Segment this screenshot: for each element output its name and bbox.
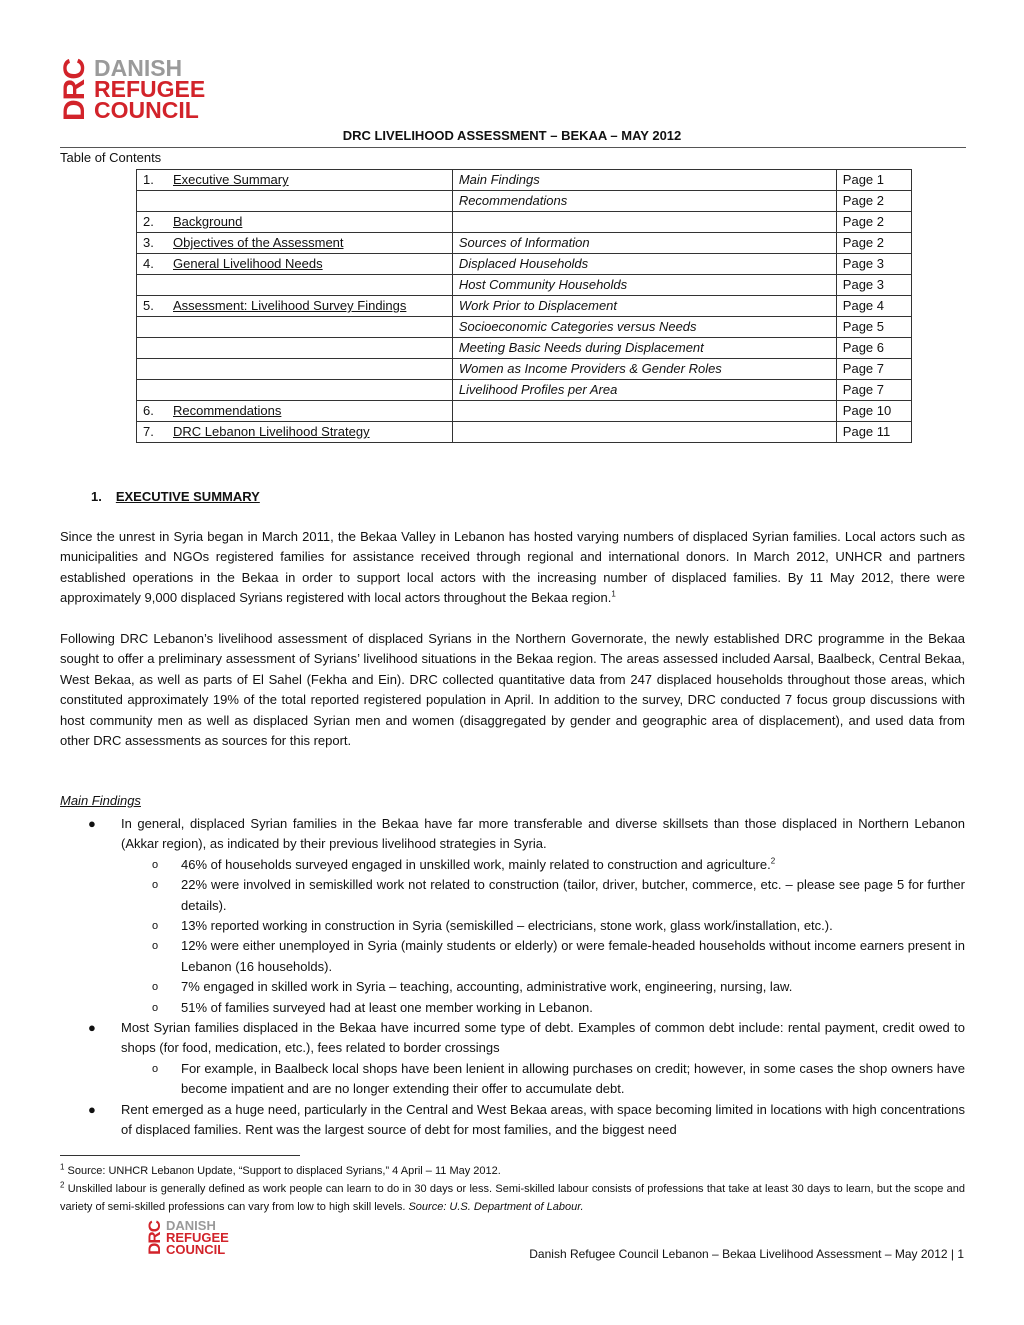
finding-text: For example, in Baalbeck local shops have been lenient in allowing purchases on credit; however, in some cases the shop owners have become impatient and are no longer extending their offer to accumulate debt. (181, 1060, 965, 1097)
toc-page-cell: Page 3 (836, 275, 911, 296)
toc-subsection-cell: Meeting Basic Needs during Displacement (452, 338, 836, 359)
circle-bullet-icon: o (152, 981, 159, 994)
table-of-contents (136, 169, 912, 443)
toc-section-cell (137, 212, 453, 233)
toc-section-cell (137, 359, 453, 380)
toc-subsection-cell (452, 422, 836, 443)
toc-section-cell (137, 191, 453, 212)
toc-subsection-cell (452, 401, 836, 422)
toc-number: 5. (143, 298, 154, 313)
table-row (137, 380, 912, 401)
toc-subsection-cell: Main Findings (452, 170, 836, 191)
finding-text: 46% of households surveyed engaged in unskilled work, mainly related to construction and agriculture. (181, 856, 771, 872)
toc-number: 6. (143, 403, 154, 418)
toc-number: 4. (143, 256, 154, 271)
footnotes (60, 1162, 965, 1216)
section-number: 1. (91, 489, 102, 504)
drc-logo-top (58, 55, 206, 124)
toc-subsection-cell: Socioeconomic Categories versus Needs (452, 317, 836, 338)
toc-section-cell (137, 422, 453, 443)
title-divider (60, 147, 966, 148)
table-row (137, 338, 912, 359)
finding-text: 22% were involved in semiskilled work not related to construction (tailor, driver, butcher, commerce, etc. – please see page 5 for further details). (181, 877, 965, 913)
toc-section-cell (137, 254, 453, 275)
list-item (60, 1018, 965, 1059)
circle-bullet-icon: o (152, 879, 159, 892)
toc-section-link[interactable]: DRC Lebanon Livelihood Strategy (173, 424, 370, 439)
toc-section-link[interactable]: Objectives of the Assessment (173, 235, 344, 250)
toc-page-cell: Page 4 (836, 296, 911, 317)
toc-number: 2. (143, 214, 154, 229)
toc-section-cell (137, 233, 453, 254)
toc-page-cell: Page 6 (836, 338, 911, 359)
circle-bullet-icon: o (152, 858, 159, 871)
logo-mark: DRC (145, 1221, 164, 1255)
paragraph-intro (60, 527, 965, 609)
footnote-2 (60, 1180, 965, 1216)
toc-number: 7. (143, 424, 154, 439)
section-title: EXECUTIVE SUMMARY (115, 489, 260, 504)
toc-page-cell: Page 7 (836, 380, 911, 401)
footnote-1 (60, 1162, 965, 1180)
list-item (60, 977, 965, 997)
logo-word-danish: DANISH (166, 1218, 216, 1233)
bullet-icon: ● (88, 1101, 96, 1117)
toc-section-cell (137, 296, 453, 317)
paragraph-assessment: Following DRC Lebanon’s livelihood assessment of displaced Syrians in the Northern Governorate, the newly established DRC programme in the Bekaa sought to offer a preliminary assessment of Syrians’ livelihood situations in the Bekaa region. The areas assessed included Aarsal, Baalbeck, Central Bekaa, West Bekaa, as well as parts of El Sahel (Fekha and Ein). DRC collected quantitative data from 247 displaced households throughout those areas, which constituted approximately 19% of the total reported registered population in April. In addition to the survey, DRC conducted 7 focus group discussions with host community men as well as displaced Syrian men and women (disaggregated by gender and geographic area of displacement), and used data from other DRC assessments as sources for this report. (60, 631, 965, 749)
toc-section-link[interactable]: Assessment: Livelihood Survey Findings (173, 298, 407, 313)
toc-section-cell (137, 338, 453, 359)
toc-section-link[interactable]: General Livelihood Needs (173, 256, 323, 271)
table-row (137, 422, 912, 443)
footnote-1-text: Source: UNHCR Lebanon Update, “Support to displaced Syrians,” 4 April – 11 May 2012. (64, 1165, 501, 1177)
bullet-icon: ● (88, 816, 96, 831)
circle-bullet-icon: o (152, 940, 159, 953)
footnote-ref-1[interactable]: 1 (611, 589, 616, 599)
toc-section-link[interactable]: Background (173, 214, 243, 229)
main-findings-list (60, 814, 965, 1141)
list-item (60, 814, 965, 855)
table-row (137, 401, 912, 422)
toc-subsection-cell (452, 212, 836, 233)
paragraph-intro-text: Since the unrest in Syria began in March 2011, the Bekaa Valley in Lebanon has hosted varying numbers of displaced Syrian families. Local actors such as municipalities and NGOs registered families for assistance received through regional and international donors. In March 2012, UNHCR and partners established operations in the Bekaa in order to support local actors with the increasing number of displaced families. By 11 May 2012, there were approximately 9,000 displaced Syrians registered with local actors throughout the Bekaa region. (60, 529, 965, 606)
toc-section-cell (137, 380, 453, 401)
finding-text: 13% reported working in construction in Syria (semiskilled – electricians, stone work, glass work/installation, etc.). (181, 918, 833, 934)
toc-page-cell: Page 2 (836, 233, 911, 254)
toc-subsection-cell: Displaced Households (452, 254, 836, 275)
list-item (60, 1059, 965, 1100)
footnote-2-text: Unskilled labour is generally defined as work people can learn to do in 30 days or less. Semi-skilled labour consists of professions that take at least 30 days to learn, but the scope and variety of semi-skilled professions can vary from low to high skill levels. (60, 1183, 965, 1213)
list-item (60, 875, 965, 916)
logo-word-refugee: REFUGEE (166, 1229, 229, 1245)
toc-number: 1. (143, 172, 154, 187)
table-row (137, 212, 912, 233)
toc-section-cell (137, 275, 453, 296)
footnote-mark-1: 1 (60, 1162, 65, 1172)
toc-page-cell: Page 7 (836, 359, 911, 380)
logo-word-council: COUNCIL (94, 97, 199, 124)
footnote-divider (60, 1155, 300, 1156)
circle-bullet-icon: o (152, 920, 159, 933)
circle-bullet-icon: o (152, 1001, 159, 1014)
main-findings-heading: Main Findings (60, 793, 141, 808)
toc-label: Table of Contents (60, 150, 162, 165)
logo-mark: DRC (58, 58, 91, 121)
footnote-2-source: Source: U.S. Department of Labour. (405, 1201, 584, 1213)
toc-section-cell (137, 317, 453, 338)
finding-text: 51% of families surveyed had at least one member working in Lebanon. (181, 999, 593, 1015)
table-row (137, 359, 912, 380)
list-item (60, 916, 965, 936)
toc-section-link[interactable]: Executive Summary (173, 172, 289, 187)
logo-word-refugee: REFUGEE (94, 76, 206, 103)
footnote-ref-2[interactable]: 2 (770, 856, 776, 866)
circle-bullet-icon: o (152, 1062, 159, 1075)
finding-text: 7% engaged in skilled work in Syria – teaching, accounting, administrative work, engineering, nursing, law. (181, 979, 793, 995)
toc-number: 3. (143, 235, 154, 250)
section-heading-executive-summary (91, 489, 260, 504)
footnote-mark-2: 2 (60, 1180, 65, 1190)
toc-subsection-cell: Sources of Information (452, 233, 836, 254)
list-item (60, 998, 965, 1018)
toc-section-cell (137, 170, 453, 191)
bullet-icon: ● (88, 1020, 96, 1036)
table-row (137, 317, 912, 338)
toc-subsection-cell: Host Community Households (452, 275, 836, 296)
logo-word-danish: DANISH (94, 55, 183, 81)
finding-text: Most Syrian families displaced in the Bekaa have incurred some type of debt. Examples of common debt include: rental payment, credit owed to shops (for food, medication, etc.), fees related to border crossings (121, 1020, 965, 1056)
toc-page-cell: Page 1 (836, 170, 911, 191)
page-footer: Danish Refugee Council Lebanon – Bekaa Livelihood Assessment – May 2012 | 1 (529, 1247, 964, 1261)
toc-subsection-cell: Women as Income Providers & Gender Roles (452, 359, 836, 380)
logo-wordmark (94, 55, 206, 124)
toc-page-cell: Page 10 (836, 401, 911, 422)
toc-subsection-cell: Work Prior to Displacement (452, 296, 836, 317)
table-row (137, 275, 912, 296)
logo-word-council: COUNCIL (166, 1241, 226, 1257)
table-row (137, 191, 912, 212)
toc-page-cell: Page 2 (836, 191, 911, 212)
finding-text: In general, displaced Syrian families in the Bekaa have far more transferable and diverse skillsets than those displaced in Northern Lebanon (Akkar region), as indicated by their previous livelihood strategies in Syria. (121, 816, 965, 852)
finding-text: Rent emerged as a huge need, particularly in the Central and West Bekaa areas, with space becoming limited in locations with high concentrations of displaced families. Rent was the largest source of debt for most families, and the biggest need (121, 1101, 965, 1138)
toc-page-cell: Page 5 (836, 317, 911, 338)
toc-page-cell: Page 3 (836, 254, 911, 275)
list-item (60, 1100, 965, 1141)
list-item (60, 936, 965, 977)
toc-section-cell (137, 401, 453, 422)
toc-subsection-cell: Livelihood Profiles per Area (452, 380, 836, 401)
toc-section-link[interactable]: Recommendations (173, 403, 282, 418)
toc-page-cell: Page 11 (836, 422, 911, 443)
toc-page-cell: Page 2 (836, 212, 911, 233)
table-row (137, 233, 912, 254)
toc-subsection-cell: Recommendations (452, 191, 836, 212)
document-title: DRC LIVELIHOOD ASSESSMENT – BEKAA – MAY 2012 (342, 128, 682, 143)
table-row (137, 296, 912, 317)
table-row (137, 170, 912, 191)
list-item (60, 855, 965, 875)
table-row (137, 254, 912, 275)
finding-text: 12% were either unemployed in Syria (mainly students or elderly) or were female-headed households without income earners present in Lebanon (16 households). (181, 938, 965, 974)
